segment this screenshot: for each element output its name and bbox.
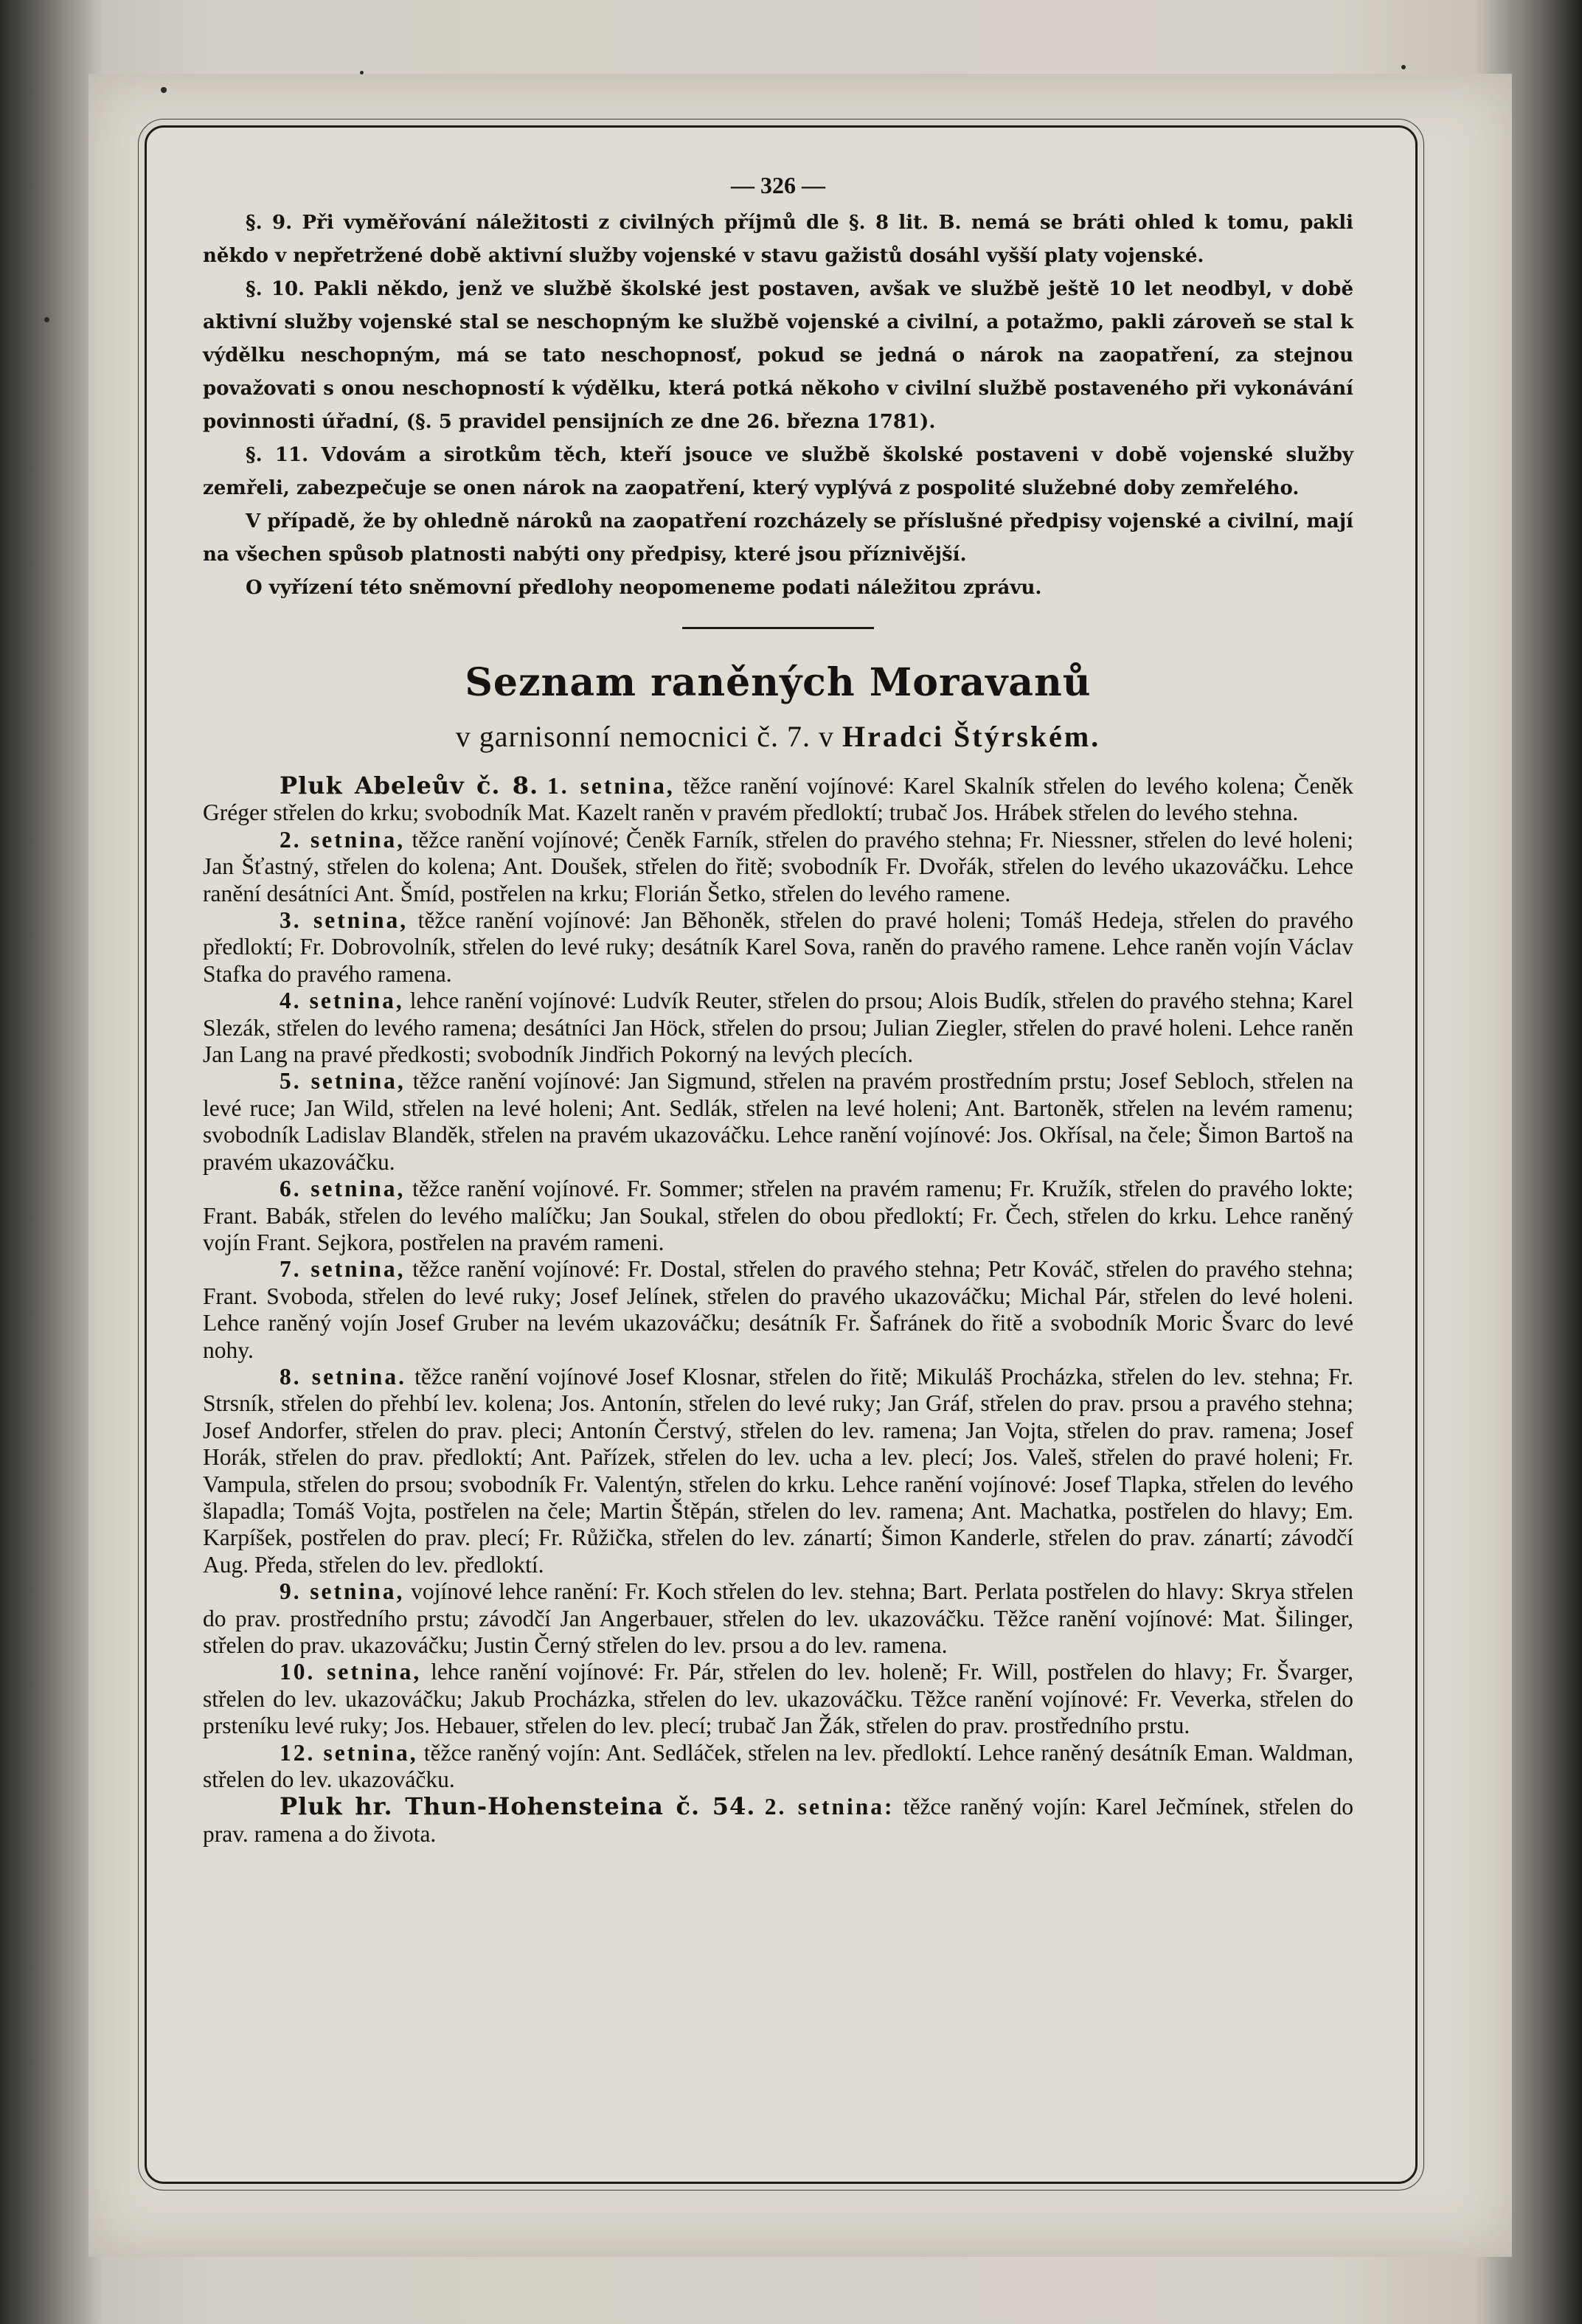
- company-label: 2. setnina,: [280, 826, 406, 853]
- casualty-text: těžce raněný vojín: Ant. Sedláček, střelen na lev. předloktí. Lehce raněný desátník Eman. Waldman, střelen do lev. ukazováčku.: [203, 1739, 1353, 1793]
- entry-company-2: [203, 827, 1353, 907]
- company-label: 8. setnina.: [280, 1363, 406, 1390]
- casualty-text: lehce ranění vojínové: Fr. Pár, střelen do lev. holeně; Fr. Will, postřelen do hlavy; Fr. Švarger, střelen do lev. ukazováčku; Jakub Procházka, střelen do lev. ukazováčku. Těžce ranění vojínové: Fr. Veverka, střelen do prsteníku levé ruky; Jos. Hebauer, střelen do lev. plecí; trubač Jan Žák, střelen do prav. prostředního prstu.: [203, 1659, 1354, 1739]
- list-subtitle-place: Hradci Štýrském.: [842, 720, 1101, 753]
- company-label: 5. setnina,: [280, 1068, 406, 1095]
- ink-speck: [1401, 65, 1406, 69]
- regiment-name: Pluk Abeleův č. 8.: [280, 771, 539, 799]
- company-label: 6. setnina,: [280, 1176, 406, 1202]
- list-subtitle-prefix: v garnisonní nemocnici č. 7. v: [455, 720, 835, 753]
- paragraph-10: §. 10. Pakli někdo, jenž ve službě školské jest postaven, avšak ve službě ještě 10 let neodbyl, v době aktivní služby vojenské stal se neschopným ke službě vojenské a civilní, a potažmo, pakli zároveň se stal k výdělku neschopným, má se tato neschopnosť, pokud se jedná o nárok na zaopatření, za stejnou považovati s onou neschopností k výdělku, která potká někoho v civilní službě postaveného při vykonávání povinnosti úřadní, (§. 5 pravidel pensijních ze dne 26. března 1781).: [203, 278, 1353, 433]
- casualty-text: těžce ranění vojínové: Karel Skalník střelen do levého kolena; Čeněk Gréger střelen do krku; svobodník Mat. Kazelt raněn v pravém předloktí; trubač Jos. Hrábek střelen do levého stehna.: [203, 773, 1353, 826]
- company-label: 3. setnina,: [280, 907, 409, 934]
- entry-company-10: [203, 1659, 1353, 1739]
- casualty-text: těžce ranění vojínové. Fr. Sommer; střelen na pravém ramenu; Fr. Kružík, střelen do pravého lokte; Frant. Babák, střelen do levého malíčku; Jan Soukal, střelen do obou předloktí; Fr. Čech, střelen do krku. Lehce raněný vojín Frant. Sejkora, postřelen na pravém rameni.: [203, 1176, 1353, 1255]
- paragraph-closing: O vyřízení této sněmovní předlohy neopomeneme podati náležitou zprávu.: [246, 577, 1042, 599]
- entry-regiment-54-company-2: [203, 1793, 1353, 1848]
- entry-company-7: [203, 1256, 1353, 1364]
- casualty-text: lehce ranění vojínové: Ludvík Reuter, střelen do prsou; Alois Budík, střelen do pravého stehna; Karel Slezák, střelen do levého ramena; desátníci Jan Höck, střelen do prsou; Julian Ziegler, střelen do pravé holeni. Lehce raněn Jan Lang na pravé předkosti; svobodník Jindřich Pokorný na levých plecích.: [203, 988, 1353, 1068]
- entry-company-6: [203, 1176, 1353, 1256]
- document-content: [203, 167, 1353, 1848]
- entry-company-12: [203, 1740, 1353, 1794]
- paragraph-9: §. 9. Při vyměřování náležitosti z civilných příjmů dle §. 8 lit. B. nemá se bráti ohled k tomu, pakli někdo v nepřetržené době aktivní služby vojenské v stavu gažistů dosáhl vyšší platy vojenské.: [203, 212, 1353, 267]
- entry-company-3: [203, 907, 1353, 988]
- casualty-text: vojínové lehce ranění: Fr. Koch střelen do lev. stehna; Bart. Perlata postřelen do hlavy: Skrya střelen do prav. prostředního prstu; závodčí Jan Angerbauer, střelen do lev. ukazováčku. Těžce ranění vojínové: Mat. Šilinger, střelen do prav. ukazováčku; Justin Černý střelen do lev. prsou a do lev. ramena.: [203, 1578, 1353, 1658]
- ink-speck: [161, 87, 167, 93]
- list-title: Seznam raněných Moravanů: [465, 660, 1092, 705]
- entry-company-8: [203, 1364, 1353, 1578]
- company-label: 10. setnina,: [280, 1659, 422, 1685]
- company-label: 9. setnina,: [280, 1578, 405, 1605]
- entry-company-9: [203, 1578, 1353, 1659]
- page-number: — 326 —: [731, 172, 825, 198]
- casualty-text: těžce raněný vojín: Karel Ječmínek, střelen do prav. ramena a do života.: [203, 1794, 1353, 1847]
- regiment-name: Pluk hr. Thun-Hohensteina č. 54.: [280, 1792, 756, 1821]
- casualty-text: těžce ranění vojínové: Jan Běhoněk, střelen do pravé holeni; Tomáš Hedeja, střelen do pravého předloktí; Fr. Dobrovolník, střelen do levé ruky; desátník Karel Sova, raněn do pravého ramene. Lehce raněn vojín Václav Stafka do pravého ramena.: [203, 907, 1354, 987]
- ink-speck: [44, 317, 49, 322]
- paragraph-conflict-clause: V případě, že by ohledně nároků na zaopatření rozcházely se příslušné předpisy vojenské a civilní, mají na všechen spůsob platnosti nabýti ony předpisy, které jsou příznivější.: [203, 510, 1353, 566]
- section-divider: [682, 627, 874, 629]
- casualty-text: těžce ranění vojínové: Fr. Dostal, střelen do pravého stehna; Petr Kováč, střelen do pravého stehna; Frant. Svoboda, střelen do levé ruky; Josef Jelínek, střelen do pravého ukazováčku; Michal Pár, střelen do levé holeni. Lehce raněný vojín Josef Gruber na levém ukazováčku; desátník Fr. Šafránek do řitě a svobodník Moric Švarc do levé nohy.: [203, 1256, 1353, 1363]
- casualty-text: těžce ranění vojínové; Čeněk Farník, střelen do pravého stehna; Fr. Niessner, střelen do levé holeni; Jan Šťastný, střelen do kolena; Ant. Doušek, střelen do řitě; svobodník Fr. Dvořák, střelen do levého ukazováčku. Lehce ranění desátníci Ant. Šmíd, postřelen na krku; Florián Šetko, střelen do levého ramene.: [203, 826, 1353, 906]
- entry-regiment-8-company-1: [203, 772, 1353, 827]
- company-label: 12. setnina,: [280, 1739, 418, 1766]
- casualty-text: těžce ranění vojínové Josef Klosnar, střelen do řitě; Mikuláš Procházka, střelen do lev. stehna; Fr. Strsník, střelen do přehbí lev. kolena; Jos. Antonín, střelen do levé ruky; Jan Gráf, střelen do prav. prsou a pravého stehna; Josef Andorfer, střelen do prav. pleci; Antonín Čerstvý, střelen do lev. ramena; Jan Vojta, střelen do prav. ramena; Josef Horák, střelen do prav. předloktí; Ant. Pařízek, střelen do lev. ucha a lev. plecí; Jos. Valeš, střelen do pravé holeni; Fr. Vampula, střelen do prsou; svobodník Fr. Valentýn, střelen do krku. Lehce ranění vojínové: Josef Tlapka, střelen do levého šlapadla; Tomáš Vojta, postřelen na čele; Martin Štěpán, střelen do lev. ramena; Ant. Machatka, postřelen do hlavy; Em. Karpíšek, postřelen do prav. plecí; Fr. Růžička, střelen do lev. zánartí; Šimon Kanderle, střelen do prav. zánartí; závodčí Aug. Předa, střelen do lev. předloktí.: [203, 1363, 1353, 1578]
- ink-speck: [360, 71, 364, 74]
- company-label: 1. setnina,: [547, 773, 675, 799]
- company-label: 4. setnina,: [280, 988, 404, 1014]
- list-subtitle: [203, 715, 1353, 759]
- paragraph-11: §. 11. Vdovám a sirotkům těch, kteří jsouce ve službě školské postaveni v době vojenské služby zemřeli, zabezpečuje se onen nárok na zaopatření, který vyplývá z pospolité služebné doby zemřelého.: [203, 444, 1353, 499]
- entry-company-4: [203, 988, 1353, 1068]
- company-label: 7. setnina,: [280, 1256, 406, 1283]
- casualty-text: těžce ranění vojínové: Jan Sigmund, střelen na pravém prostředním prstu; Josef Sebloch, střelen na levé ruce; Jan Wild, střelen na levé holeni; Ant. Sedlák, střelen na levé holeni; Ant. Bartoněk, střelen na levém ramenu; svobodník Ladislav Blanděk, střelen na pravém ukazováčku. Lehce ranění vojínové: Jos. Okřísal, na čele; Šimon Bartoš na pravém ukazováčku.: [203, 1068, 1353, 1175]
- company-label: 2. setnina:: [764, 1794, 895, 1820]
- entry-company-5: [203, 1068, 1353, 1176]
